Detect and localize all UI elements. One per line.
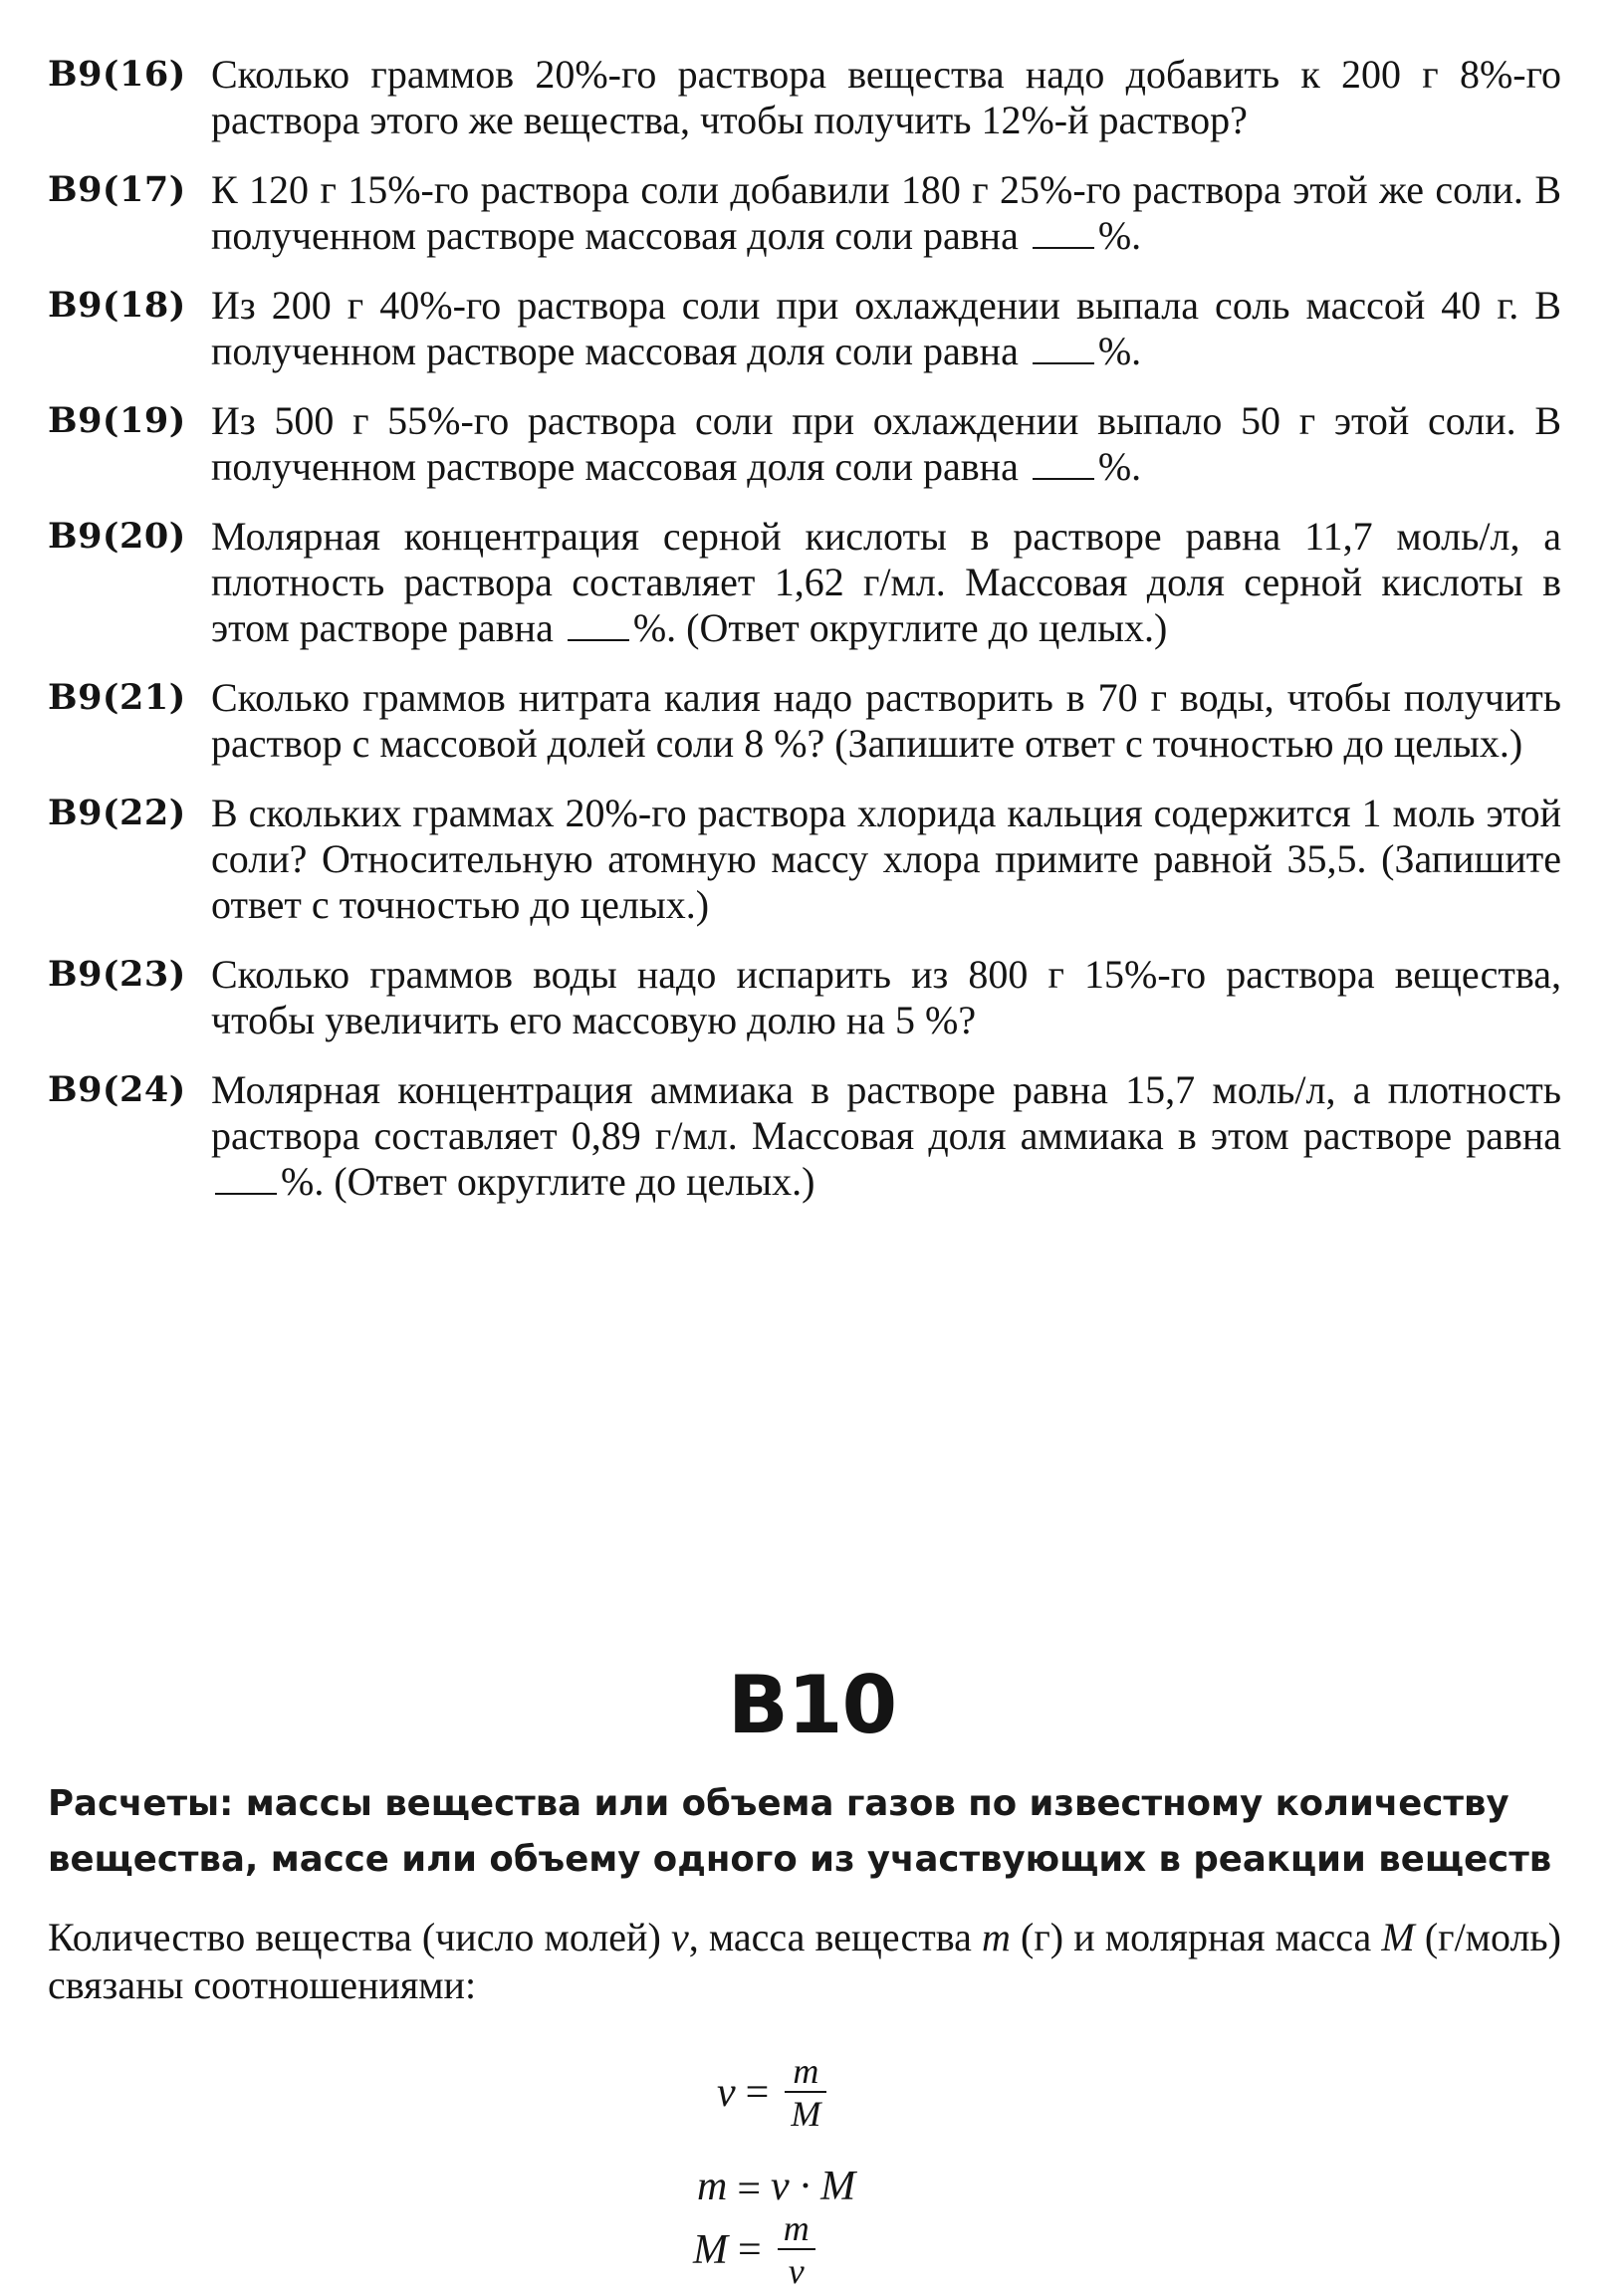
formula-nu [717, 2051, 826, 2135]
problem-id: B9(16) [48, 54, 186, 95]
numerator: m [783, 2208, 810, 2248]
problem-id: B9(22) [48, 793, 186, 833]
nu-symbol: ν [670, 1915, 689, 1959]
denominator: ν [778, 2248, 815, 2292]
problem-text: Из 500 г 55%-го раствора соли при охлаждении выпало 50 г этой соли. В полученном растворе массовая доля соли равна %. [211, 398, 1561, 489]
problem-b9-24 [48, 1067, 1561, 1205]
formula-M [693, 2208, 815, 2292]
problem-id: B9(17) [48, 169, 186, 210]
answer-blank [1033, 444, 1094, 480]
problem-text: Сколько граммов нитрата калия надо растворить в 70 г воды, чтобы получить раствор с массовой долей соли 8 %? (Запишите ответ с точностью до целых.) [211, 675, 1561, 766]
problem-id: B9(19) [48, 400, 186, 441]
formula-lhs: m [697, 2164, 728, 2209]
section-subtitle: Расчеты: массы вещества или объема газов по известному количеству вещества, массе или объему одного из участвующих в реакции веществ [48, 1783, 1552, 1880]
problem-text: Сколько граммов 20%-го раствора вещества надо добавить к 200 г 8%-го раствора этого же вещества, чтобы получить 12%-й раствор? [211, 52, 1561, 142]
answer-blank [215, 1159, 277, 1195]
problem-b9-22 [48, 791, 1561, 928]
problem-b9-18 [48, 283, 1561, 374]
formula-lhs: M [693, 2227, 728, 2273]
problem-b9-16 [48, 52, 1561, 143]
problem-text: Сколько граммов воды надо испарить из 800 г 15%-го раствора вещества, чтобы увеличить его массовую долю на 5 %? [211, 952, 1561, 1042]
formula-m [697, 2163, 855, 2213]
denominator: M [785, 2091, 826, 2135]
problem-id: B9(24) [48, 1069, 186, 1110]
M-symbol: M [1381, 1915, 1415, 1959]
problem-b9-19 [48, 398, 1561, 490]
equals-sign: = [745, 2070, 770, 2116]
problem-id: B9(18) [48, 285, 186, 326]
numerator: m [793, 2051, 819, 2091]
section-title: B10 [727, 1659, 897, 1751]
formula-lhs: ν [717, 2070, 736, 2116]
problem-text: Молярная концентрация серной кислоты в растворе равна 11,7 моль/л, а плотность раствора составляет 1,62 г/мл. Массовая доля серной кислоты в этом растворе равна %. (Ответ округлите до целых.) [211, 514, 1561, 650]
problem-text: В скольких граммах 20%-го раствора хлорида кальция содержится 1 моль этой соли? Относительную атомную массу хлора примите равной 35,5. (Запишите ответ с точностью до целых.) [211, 791, 1561, 927]
problem-b9-20 [48, 514, 1561, 651]
equals-sign: = [738, 2227, 762, 2273]
formula-rhs: ν · M [771, 2164, 856, 2209]
fraction [778, 2208, 815, 2292]
fraction [785, 2051, 826, 2135]
problem-text: К 120 г 15%-го раствора соли добавили 180 г 25%-го раствора этой же соли. В полученном растворе массовая доля соли равна %. [211, 167, 1561, 258]
problem-b9-17 [48, 167, 1561, 259]
m-symbol: m [982, 1915, 1011, 1959]
problem-id: B9(23) [48, 954, 186, 995]
problem-id: B9(20) [48, 516, 186, 557]
problem-text: Из 200 г 40%-го раствора соли при охлаждении выпала соль массой 40 г. В полученном растворе массовая доля соли равна %. [211, 283, 1561, 373]
problem-list [48, 52, 1561, 1229]
intro-paragraph: Количество вещества (число молей) ν, масса вещества m (г) и молярная масса M (г/моль) связаны соотношениями: [48, 1915, 1561, 2007]
equals-sign: = [737, 2167, 762, 2213]
answer-blank [1033, 329, 1094, 364]
problem-text: Молярная концентрация аммиака в растворе равна 15,7 моль/л, а плотность раствора составляет 0,89 г/мл. Массовая доля аммиака в этом растворе равна %. (Ответ округлите до целых.) [211, 1067, 1561, 1204]
problem-b9-23 [48, 952, 1561, 1043]
answer-blank [1033, 213, 1094, 249]
problem-b9-21 [48, 675, 1561, 767]
answer-blank [568, 605, 629, 641]
problem-id: B9(21) [48, 677, 186, 718]
